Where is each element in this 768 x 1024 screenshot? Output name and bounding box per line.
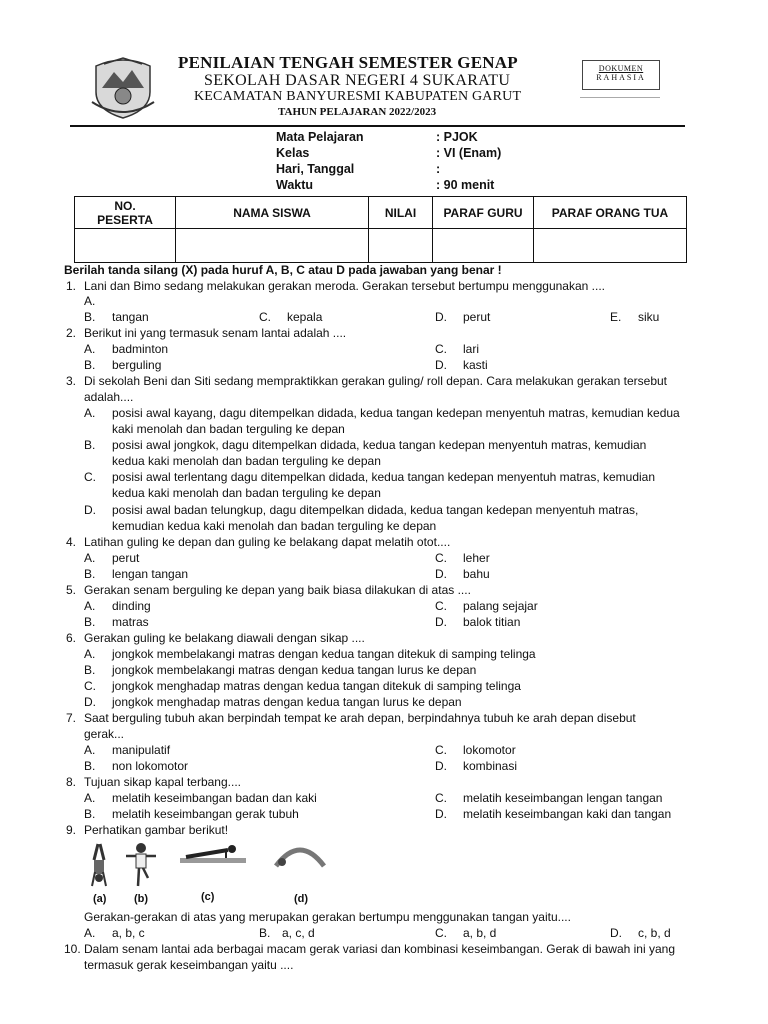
q9-figure-c-label: (c): [201, 891, 215, 903]
q5-text: Gerakan senam berguling ke depan yang baik biasa dilakukan di atas ....: [84, 583, 471, 597]
q8-option-b-letter[interactable]: B.: [84, 807, 96, 821]
q2-option-c[interactable]: lari: [463, 342, 480, 356]
q2-option-a[interactable]: badminton: [112, 342, 169, 356]
academic-year: TAHUN PELAJARAN 2022/2023: [278, 106, 437, 118]
q1-option-d-letter[interactable]: D.: [435, 310, 447, 324]
q9-option-c-letter[interactable]: C.: [435, 926, 447, 940]
q7-option-d[interactable]: kombinasi: [463, 759, 518, 773]
q5-option-b-letter[interactable]: B.: [84, 615, 96, 629]
q3-option-b-line1[interactable]: posisi awal jongkok, dagu ditempelkan didada, kedua tangan kedepan menyentuh matras, kemudian: [112, 438, 647, 452]
q5-option-c[interactable]: palang sejajar: [463, 599, 538, 613]
q3-option-a-letter[interactable]: A.: [84, 406, 96, 420]
q3-option-d-line1[interactable]: posisi awal badan telungkup, dagu ditempelkan didada, kedua tangan kedepan menyentuh matras,: [112, 503, 639, 517]
q3-option-d-line2[interactable]: kemudian kedua kaki menolah dan badan terguling ke depan: [112, 519, 437, 533]
q6-number: 6.: [66, 631, 77, 645]
q8-option-a[interactable]: melatih keseimbangan badan dan kaki: [112, 791, 317, 805]
info-subject-label: Mata Pelajaran: [276, 130, 364, 144]
col-header-no-line1: NO.: [114, 198, 136, 213]
q8-option-c-letter[interactable]: C.: [435, 791, 447, 805]
cell-parent-sign[interactable]: [534, 229, 687, 263]
info-subject-value: : PJOK: [436, 130, 478, 144]
q6-text: Gerakan guling ke belakang diawali dengan sikap ....: [84, 631, 365, 645]
q8-text: Tujuan sikap kapal terbang....: [84, 775, 241, 789]
col-header-name: NAMA SISWA: [176, 197, 369, 229]
q2-option-b[interactable]: berguling: [112, 358, 162, 372]
q2-option-c-letter[interactable]: C.: [435, 342, 447, 356]
q2-option-b-letter[interactable]: B.: [84, 358, 96, 372]
q10-text-line2: termasuk gerak keseimbangan yaitu ....: [84, 958, 294, 972]
q3-option-c-line1[interactable]: posisi awal terlentang dagu ditempelkan didada, kedua tangan kedepan menyentuh matras, kemudian: [112, 470, 656, 484]
q8-option-d[interactable]: melatih keseimbangan kaki dan tangan: [463, 807, 672, 821]
stamp-divider: [580, 97, 660, 98]
q1-text: Lani dan Bimo sedang melakukan gerakan meroda. Gerakan tersebut bertumpu menggunakan ....: [84, 279, 605, 293]
q4-option-b[interactable]: lengan tangan: [112, 567, 189, 581]
cell-teacher-sign[interactable]: [433, 229, 534, 263]
col-header-no: [75, 197, 176, 229]
stamp-line-2: RAHASIA: [596, 73, 646, 82]
q9-option-b[interactable]: a, c, d: [282, 926, 315, 940]
q10-text-line1: Dalam senam lantai ada berbagai macam gerak variasi dan kombinasi keseimbangan. Gerak di bawah ini yang: [84, 942, 675, 956]
district-name: KECAMATAN BANYURESMI KABUPATEN GARUT: [194, 89, 522, 104]
q5-option-a-letter[interactable]: A.: [84, 599, 96, 613]
q9-option-c[interactable]: a, b, d: [463, 926, 497, 940]
q7-text-line1: Saat berguling tubuh akan berpindah tempat ke arah depan, berpindahnya tubuh ke arah depan disebut: [84, 711, 636, 725]
q1-option-e[interactable]: siku: [638, 310, 660, 324]
q9-option-d[interactable]: c, b, d: [638, 926, 671, 940]
q4-option-a-letter[interactable]: A.: [84, 551, 96, 565]
q4-number: 4.: [66, 535, 77, 549]
q2-option-d-letter[interactable]: D.: [435, 358, 447, 372]
q9-option-a-letter[interactable]: A.: [84, 926, 96, 940]
q3-option-a-line2[interactable]: kaki menolah dan badan terguling ke depan: [112, 422, 345, 436]
q6-option-c-letter[interactable]: C.: [84, 679, 96, 693]
q3-text-line1: Di sekolah Beni dan Siti sedang mempraktikkan gerakan guling/ roll depan. Cara melakukan gerakan tersebut: [84, 374, 668, 388]
q9-option-a[interactable]: a, b, c: [112, 926, 145, 940]
q7-option-b[interactable]: non lokomotor: [112, 759, 189, 773]
school-name: SEKOLAH DASAR NEGERI 4 SUKARATU: [204, 72, 511, 89]
table-input-row: [75, 229, 687, 263]
q6-option-a-letter[interactable]: A.: [84, 647, 96, 661]
q6-option-a[interactable]: jongkok membelakangi matras dengan kedua tangan ditekuk di samping telinga: [112, 647, 536, 661]
header-rule: [70, 125, 685, 127]
q4-option-b-letter[interactable]: B.: [84, 567, 96, 581]
q7-option-d-letter[interactable]: D.: [435, 759, 447, 773]
q9-text-line2: Gerakan-gerakan di atas yang merupakan gerakan bertumpu menggunakan tangan yaitu....: [84, 910, 571, 924]
q8-number: 8.: [66, 775, 77, 789]
q8-option-d-letter[interactable]: D.: [435, 807, 447, 821]
info-time-label: Waktu: [276, 178, 314, 192]
q5-option-c-letter[interactable]: C.: [435, 599, 447, 613]
q6-option-c[interactable]: jongkok menghadap matras dengan kedua tangan ditekuk di samping telinga: [112, 679, 521, 693]
q3-option-a-line1[interactable]: posisi awal kayang, dagu ditempelkan didada, kedua tangan kedepan menyentuh matras, kemudian kedua: [112, 406, 680, 420]
cell-name[interactable]: [176, 229, 369, 263]
confidential-stamp: [582, 60, 660, 90]
info-date-value: :: [436, 162, 441, 176]
q6-option-b[interactable]: jongkok membelakangi matras dengan kedua tangan lurus ke depan: [112, 663, 477, 677]
school-logo: [90, 52, 156, 120]
q3-text-line2: adalah....: [84, 390, 134, 404]
q9-figure-d-bridge-illustration: [270, 840, 330, 868]
q6-option-b-letter[interactable]: B.: [84, 663, 96, 677]
q4-option-d-letter[interactable]: D.: [435, 567, 447, 581]
q3-option-b-line2[interactable]: kedua kaki menolah dan badan terguling ke depan: [112, 454, 381, 468]
q9-figure-c-pushup-illustration: [180, 842, 246, 864]
q5-option-d[interactable]: balok titian: [463, 615, 521, 629]
q2-number: 2.: [66, 326, 77, 340]
q9-option-b-letter[interactable]: B.: [259, 926, 271, 940]
q4-option-c-letter[interactable]: C.: [435, 551, 447, 565]
q7-option-a[interactable]: manipulatif: [112, 743, 171, 757]
q1-number: 1.: [66, 279, 77, 293]
stamp-line-1: DOKUMEN: [598, 64, 644, 73]
col-header-score: NILAI: [369, 197, 433, 229]
cell-score[interactable]: [369, 229, 433, 263]
q7-option-c[interactable]: lokomotor: [463, 743, 516, 757]
q1-option-b[interactable]: tangan: [112, 310, 149, 324]
col-header-no-line2: PESERTA: [97, 212, 153, 227]
q4-text: Latihan guling ke depan dan guling ke belakang dapat melatih otot....: [84, 535, 451, 549]
info-class-label: Kelas: [276, 146, 310, 160]
q1-option-e-letter[interactable]: E.: [610, 310, 622, 324]
q1-option-c-letter[interactable]: C.: [259, 310, 271, 324]
q4-option-c[interactable]: leher: [463, 551, 490, 565]
info-time-value: : 90 menit: [436, 178, 495, 192]
q5-option-d-letter[interactable]: D.: [435, 615, 447, 629]
q7-text-line2: gerak...: [84, 727, 125, 741]
col-header-parent-sign: PARAF ORANG TUA: [534, 197, 687, 229]
q8-option-a-letter[interactable]: A.: [84, 791, 96, 805]
q1-option-b-letter[interactable]: B.: [84, 310, 96, 324]
q5-number: 5.: [66, 583, 77, 597]
q6-option-d[interactable]: jongkok menghadap matras dengan kedua tangan lurus ke depan: [112, 695, 462, 709]
info-date-label: Hari, Tanggal: [276, 162, 355, 176]
q2-option-a-letter[interactable]: A.: [84, 342, 96, 356]
q3-option-d-letter[interactable]: D.: [84, 503, 96, 517]
q9-figure-b-label: (b): [134, 893, 149, 905]
q7-option-b-letter[interactable]: B.: [84, 759, 96, 773]
exam-title: PENILAIAN TENGAH SEMESTER GENAP: [178, 53, 518, 72]
q9-number: 9.: [66, 823, 77, 837]
q2-text: Berikut ini yang termasuk senam lantai adalah ....: [84, 326, 347, 340]
table-header-row: [75, 197, 687, 229]
q9-figure-d-label: (d): [294, 893, 309, 905]
q5-option-a[interactable]: dinding: [112, 599, 151, 613]
q7-option-a-letter[interactable]: A.: [84, 743, 96, 757]
q9-figure-a-label: (a): [93, 893, 107, 905]
q3-option-b-letter[interactable]: B.: [84, 438, 96, 452]
q3-option-c-letter[interactable]: C.: [84, 470, 96, 484]
cell-no[interactable]: [75, 229, 176, 263]
q10-number: 10.: [64, 942, 81, 956]
q5-option-b[interactable]: matras: [112, 615, 149, 629]
q4-option-a[interactable]: perut: [112, 551, 140, 565]
q9-option-d-letter[interactable]: D.: [610, 926, 622, 940]
student-info-table: [74, 196, 687, 263]
q1-option-d[interactable]: perut: [463, 310, 491, 324]
q4-option-d[interactable]: bahu: [463, 567, 490, 581]
q3-option-c-line2[interactable]: kedua kaki menolah dan badan terguling ke depan: [112, 486, 381, 500]
q9-figure-a-handstand-illustration: [86, 842, 112, 888]
q8-option-b[interactable]: melatih keseimbangan gerak tubuh: [112, 807, 299, 821]
q1-option-c[interactable]: kepala: [287, 310, 323, 324]
info-class-value: : VI (Enam): [436, 146, 502, 160]
q9-text: Perhatikan gambar berikut!: [84, 823, 229, 837]
q6-option-d-letter[interactable]: D.: [84, 695, 96, 709]
q7-number: 7.: [66, 711, 77, 725]
col-header-teacher-sign: PARAF GURU: [433, 197, 534, 229]
q8-option-c[interactable]: melatih keseimbangan lengan tangan: [463, 791, 663, 805]
q9-figure-b-balance-illustration: [124, 842, 158, 888]
q7-option-c-letter[interactable]: C.: [435, 743, 447, 757]
q2-option-d[interactable]: kasti: [463, 358, 488, 372]
q3-number: 3.: [66, 374, 77, 388]
q1-option-a-letter[interactable]: A.: [84, 294, 96, 308]
instruction: Berilah tanda silang (X) pada huruf A, B, C atau D pada jawaban yang benar !: [64, 263, 502, 277]
